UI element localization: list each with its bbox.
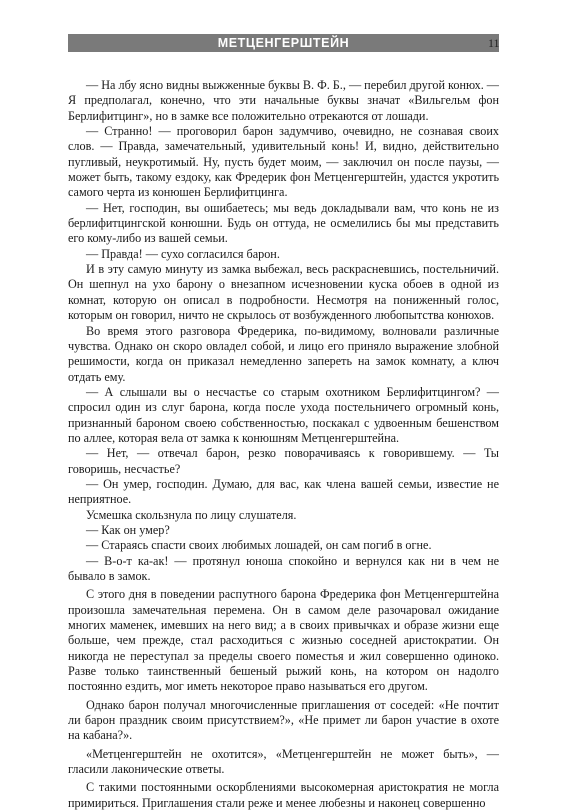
paragraph: — Странно! — проговорил барон задумчиво, очевидно, не сознавая своих слов. — Правда, замечательный, удивительный конь! И, видно, действительно пугливый, неукротимый. Ну, пусть будет моим, — заключил он после паузы, — может быть, такому ездоку, как Фредерик фон Метценгерштейн, удастся укротить самого черта из конюшен Берлифитцинга. <box>68 124 499 200</box>
paragraph: Однако барон получал многочисленные приглашения от соседей: «Не почтит ли барон праздник своим присутствием?», «Не примет ли барон участие в охоте на кабана?». <box>68 697 499 743</box>
paragraph: — Нет, господин, вы ошибаетесь; мы ведь докладывали вам, что конь не из берлифитцингской конюшни. Будь он оттуда, не осмелились бы мы представить его кому-либо из вашей семьи. <box>68 200 499 246</box>
chapter-title: МЕТЦЕНГЕРШТЕЙН <box>217 36 350 50</box>
paragraph: «Метценгерштейн не охотится», «Метценгерштейн не может быть», — гласили лаконические ответы. <box>68 746 499 777</box>
paragraph: — Как он умер? <box>86 522 170 537</box>
paragraph: Усмешка скользнула по лицу слушателя. <box>86 507 297 522</box>
paragraph: — Стараясь спасти своих любимых лошадей, он сам погиб в огне. <box>86 538 432 553</box>
paragraph: — Он умер, господин. Думаю, для вас, как члена вашей семьи, известие не неприятное. <box>68 476 499 507</box>
paragraph: — А слышали вы о несчастье со старым охотником Берлифитцингом? — спросил один из слуг барона, когда после ухода постельничего огромный конь, признанный бароном своею собственностью, поскакал с удвоенным бешенством по аллее, которая вела от замка к конюшням Метценгерштейна. <box>68 384 499 445</box>
body-text <box>68 78 499 811</box>
page-number: 11 <box>488 36 500 50</box>
paragraph: Во время этого разговора Фредерика, по-видимому, волновали различные чувства. Однако он скоро овладел собой, и лицо его приняло выражение злобной решимости, когда он приказал немедленно запереть на замок комнату, а ключ отдать ему. <box>68 323 499 384</box>
paragraph: — Правда! — сухо согласился барон. <box>86 246 280 261</box>
paragraph: — Нет, — отвечал барон, резко поворачиваясь к говорившему. — Ты говоришь, несчастье? <box>68 446 499 476</box>
paragraph: И в эту самую минуту из замка выбежал, весь раскрасневшись, постельничий. Он шепнул на ухо барону о внезапном исчезновении куска обоев в одной из комнат, которую он описал в подробности. Несмотря на пониженный голос, которым он говорил, ничто не скрылось от возбужденного любопытства конюхов. <box>68 262 499 323</box>
paragraph: С такими постоянными оскорблениями высокомерная аристократия не могла примириться. Приглашения стали реже и менее любезны и наконец совершенно <box>68 780 499 810</box>
paragraph: С этого дня в поведении распутного барона Фредерика фон Метценгерштейна произошла замечательная перемена. Он в самом деле разочаровал ожидание многих маменек, имевших на него вид; а в своих привычках и образе жизни еще больше, чем прежде, стал расходиться с жизнью соседней аристократии. Он никогда не переступал за пределы своего поместья и жил совершенно одиноко. Разве только таинственный бешеный рыжий конь, на котором он надолго постоянно ездить, мог иметь некоторое право называться его другом. <box>68 587 499 694</box>
paragraph: — В-о-т ка-ак! — протянул юноша спокойно и вернулся как ни в чем не бывало в замок. <box>68 553 499 583</box>
paragraph: — На лбу ясно видны выжженные буквы В. Ф. Б., — перебил другой конюх. — Я предполагал, конечно, что эти начальные буквы значат «Вильгельм фон Берлифитцинг», но в замке все положительно отрекаются от лошади. <box>68 78 499 123</box>
running-header <box>68 34 499 52</box>
